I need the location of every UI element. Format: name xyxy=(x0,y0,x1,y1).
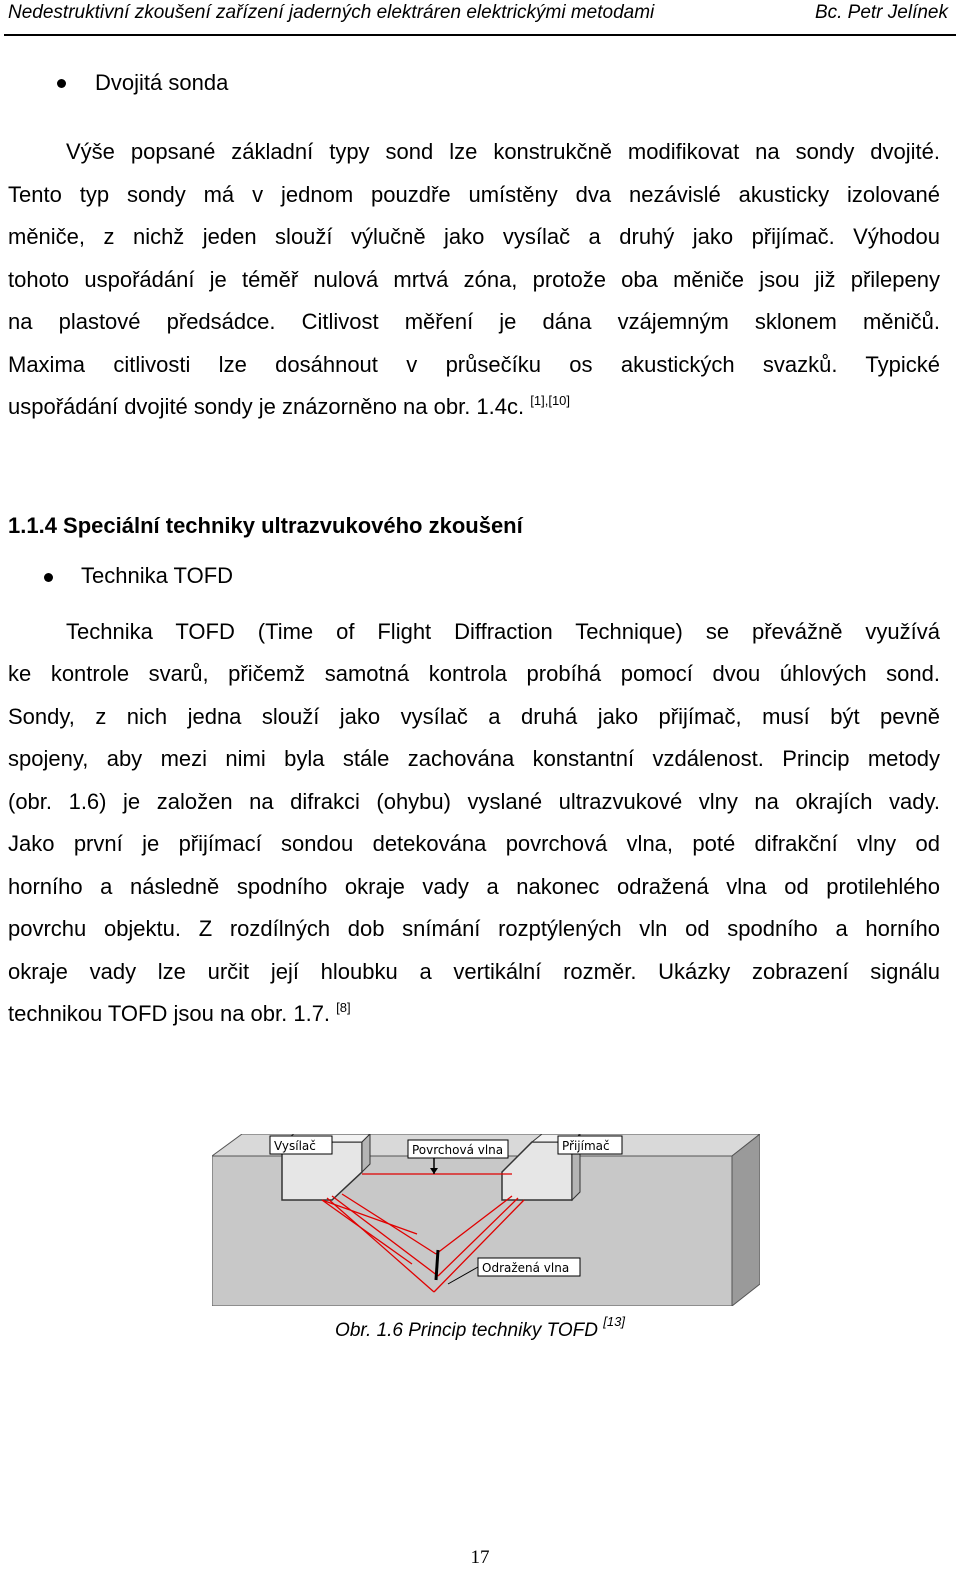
paragraph-line: ke kontrole svarů, přičemž samotná kontrola probíhá pomocí dvou úhlových sond. xyxy=(8,661,940,686)
paragraph-line-text: uspořádání dvojité sondy je znázorněno na obr. 1.4c. xyxy=(8,394,525,419)
citation: [13] xyxy=(603,1314,625,1329)
bullet-title-tofd: Technika TOFD xyxy=(81,563,234,588)
defect xyxy=(436,1250,438,1280)
bullet-title-dvojita-sonda: Dvojitá sonda xyxy=(95,70,229,95)
svg-text:Povrchová vlna: Povrchová vlna xyxy=(412,1143,504,1157)
page-number: 17 xyxy=(470,1547,490,1568)
paragraph-line: měniče, z nichž jeden slouží výlučně jako vysílač a druhý jako přijímač. Výhodou xyxy=(8,224,940,249)
header-author: Bc. Petr Jelínek xyxy=(814,2,948,23)
paragraph-line: Výše popsané základní typy sond lze konstrukčně modifikovat na sondy dvojité. xyxy=(66,139,940,164)
citation: [1],[10] xyxy=(530,393,571,408)
paragraph-line-text: technikou TOFD jsou na obr. 1.7. xyxy=(8,1001,331,1026)
paragraph-line: Tento typ sondy má v jednom pouzdře umístěny dva nezávislé akusticky izolované xyxy=(8,182,940,207)
paragraph-line: Maxima citlivosti lze dosáhnout v průsečíku os akustických svazků. Typické xyxy=(8,352,940,377)
paragraph-line: (obr. 1.6) je založen na difrakci (ohybu) vyslané ultrazvukové vlny na okrajích vady. xyxy=(8,789,940,814)
paragraph-line: povrchu objektu. Z rozdílných dob snímání rozptýlených vln od spodního a horního xyxy=(8,916,940,941)
block-side-face xyxy=(732,1134,760,1306)
paragraph-last-line xyxy=(8,392,940,422)
paragraph-line: Sondy, z nich jedna slouží jako vysílač a druhá jako přijímač, musí být pevně xyxy=(8,704,940,729)
svg-text:Vysílač: Vysílač xyxy=(274,1139,316,1153)
paragraph-line: horního a následně spodního okraje vady a nakonec odražená vlna od protilehlého xyxy=(8,874,940,899)
paragraph-last-line xyxy=(8,999,940,1029)
paragraph-line: Technika TOFD (Time of Flight Diffraction Technique) se převážně využívá xyxy=(66,619,940,644)
figure-caption: Obr. 1.6 Princip techniky TOFD [13] xyxy=(335,1314,625,1341)
bullet-dot xyxy=(57,79,66,88)
citation: [8] xyxy=(336,1000,351,1015)
bullet-dot xyxy=(44,573,53,582)
running-header xyxy=(4,0,956,36)
header-title: Nedestruktivní zkoušení zařízení jaderných elektráren elektrickými metodami xyxy=(8,2,655,23)
paragraph-line: spojeny, aby mezi nimi byla stále zachována konstantní vzdálenost. Princip metody xyxy=(8,746,940,771)
paragraph-line: Jako první je přijímací sondou detekována povrchová vlna, poté difrakční vlny od xyxy=(8,831,940,856)
section-heading: 1.1.4 Speciální techniky ultrazvukového zkoušení xyxy=(8,513,523,538)
paragraph-line: okraje vady lze určit její hloubku a vertikální rozměr. Ukázky zobrazení signálu xyxy=(8,959,940,984)
tofd-diagram xyxy=(212,1134,760,1306)
paragraph-line: na plastové předsádce. Citlivost měření je dána vzájemným sklonem měničů. xyxy=(8,309,940,334)
svg-text:Přijímač: Přijímač xyxy=(562,1139,610,1153)
paragraph-line: tohoto uspořádání je téměř nulová mrtvá zóna, protože oba měniče jsou již přilepeny xyxy=(8,267,940,292)
label-transmitter xyxy=(270,1136,332,1154)
svg-text:Odražená vlna: Odražená vlna xyxy=(482,1261,570,1275)
label-receiver xyxy=(558,1136,622,1154)
